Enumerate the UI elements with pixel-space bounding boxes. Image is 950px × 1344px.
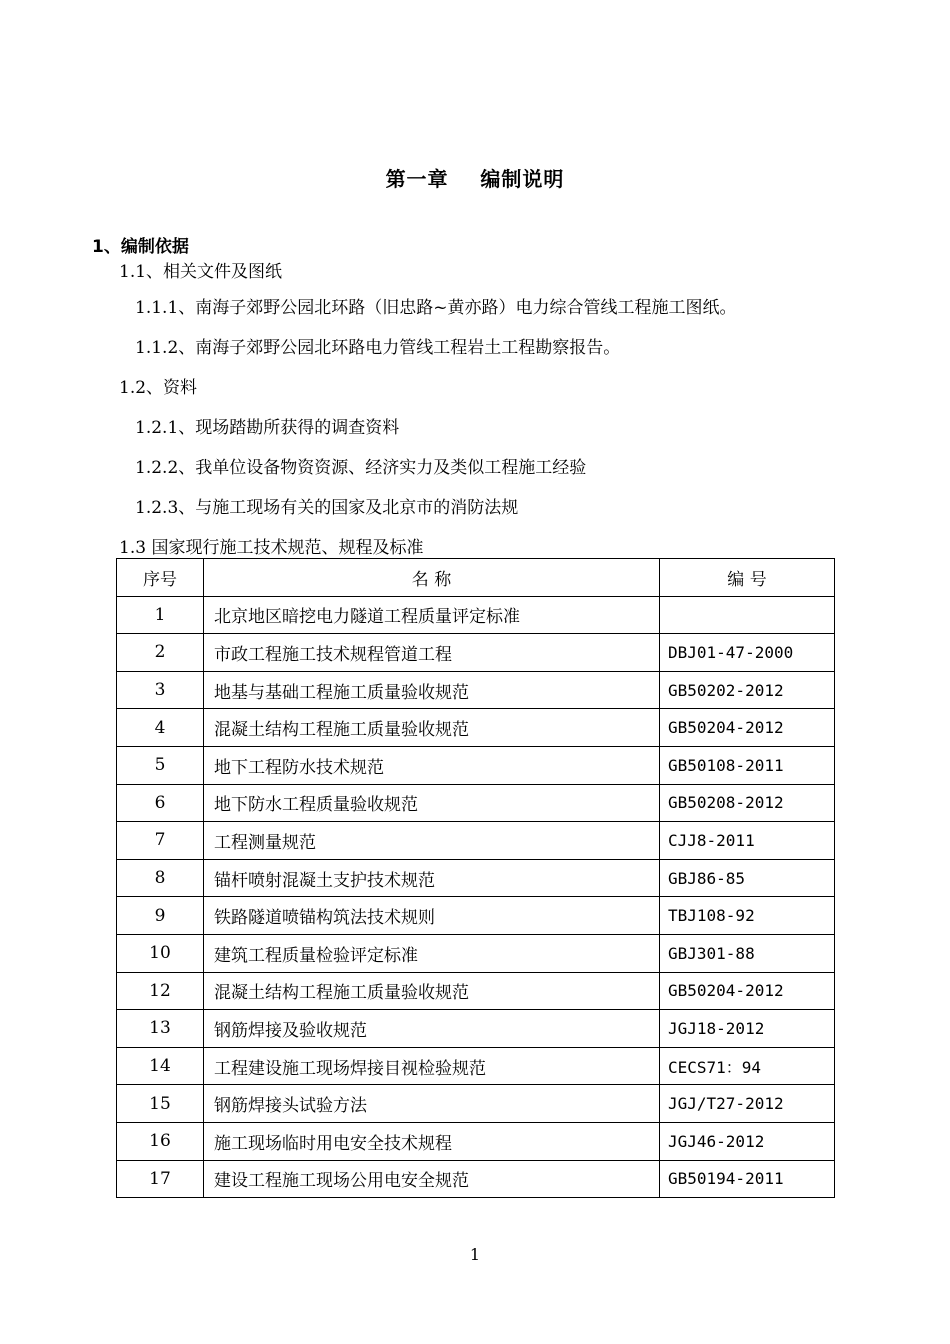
row-name: 地基与基础工程施工质量验收规范 xyxy=(204,671,660,709)
row-number: 17 xyxy=(117,1160,204,1198)
row-name: 北京地区暗挖电力隧道工程质量评定标准 xyxy=(204,596,660,634)
row-code: GB50204-2012 xyxy=(660,972,835,1010)
row-number: 7 xyxy=(117,822,204,860)
row-number: 15 xyxy=(117,1085,204,1123)
row-number: 16 xyxy=(117,1122,204,1160)
row-number: 8 xyxy=(117,859,204,897)
table-row xyxy=(117,634,835,672)
row-name: 工程测量规范 xyxy=(204,822,660,860)
chapter-title: 第一章 编制说明 xyxy=(385,167,565,191)
row-name: 建筑工程质量检验评定标准 xyxy=(204,934,660,972)
item-1-2-2: 1.2.2、我单位设备物资资源、经济实力及类似工程施工经验 xyxy=(135,458,587,478)
row-code: GB50194-2011 xyxy=(660,1160,835,1198)
row-name: 钢筋焊接头试验方法 xyxy=(204,1085,660,1123)
row-name: 铁路隧道喷锚构筑法技术规则 xyxy=(204,897,660,935)
item-1-2-3: 1.2.3、与施工现场有关的国家及北京市的消防法规 xyxy=(135,498,519,518)
row-name: 市政工程施工技术规程管道工程 xyxy=(204,634,660,672)
table-row xyxy=(117,1047,835,1085)
row-number: 12 xyxy=(117,972,204,1010)
subsection-heading-1-1: 1.1、相关文件及图纸 xyxy=(119,262,283,282)
row-code xyxy=(660,596,835,634)
row-code: GB50204-2012 xyxy=(660,709,835,747)
item-1-2-1: 1.2.1、现场踏勘所获得的调查资料 xyxy=(135,418,400,438)
subsection-heading-1-3: 1.3 国家现行施工技术规范、规程及标准 xyxy=(119,538,424,558)
row-number: 5 xyxy=(117,746,204,784)
page-number: 1 xyxy=(469,1245,481,1264)
item-1-1-1: 1.1.1、南海子郊野公园北环路（旧忠路~黄亦路）电力综合管线工程施工图纸。 xyxy=(135,298,737,318)
row-code: JGJ/T27-2012 xyxy=(660,1085,835,1123)
row-number: 2 xyxy=(117,634,204,672)
table-row xyxy=(117,709,835,747)
item-1-1-2: 1.1.2、南海子郊野公园北环路电力管线工程岩土工程勘察报告。 xyxy=(135,338,621,358)
row-code: JGJ46-2012 xyxy=(660,1122,835,1160)
subsection-heading-1-2: 1.2、资料 xyxy=(119,378,198,398)
table-row xyxy=(117,972,835,1010)
row-name: 施工现场临时用电安全技术规程 xyxy=(204,1122,660,1160)
table-row xyxy=(117,1122,835,1160)
header-no: 序号 xyxy=(117,559,204,597)
row-name: 地下防水工程质量验收规范 xyxy=(204,784,660,822)
table-row xyxy=(117,784,835,822)
table-row xyxy=(117,1085,835,1123)
table-row xyxy=(117,1160,835,1198)
table-row xyxy=(117,822,835,860)
table-row xyxy=(117,897,835,935)
row-code: GBJ301-88 xyxy=(660,934,835,972)
row-code: GB50202-2012 xyxy=(660,671,835,709)
row-code: JGJ18-2012 xyxy=(660,1010,835,1048)
header-name: 名 称 xyxy=(204,559,660,597)
row-code: TBJ108-92 xyxy=(660,897,835,935)
row-name: 锚杆喷射混凝土支护技术规范 xyxy=(204,859,660,897)
row-number: 4 xyxy=(117,709,204,747)
row-name: 混凝土结构工程施工质量验收规范 xyxy=(204,972,660,1010)
row-number: 10 xyxy=(117,934,204,972)
row-code: DBJ01-47-2000 xyxy=(660,634,835,672)
section-heading-1: 1、编制依据 xyxy=(92,237,189,257)
row-name: 地下工程防水技术规范 xyxy=(204,746,660,784)
row-number: 14 xyxy=(117,1047,204,1085)
row-number: 6 xyxy=(117,784,204,822)
row-name: 混凝土结构工程施工质量验收规范 xyxy=(204,709,660,747)
table-header-row xyxy=(117,559,835,597)
row-code: CJJ8-2011 xyxy=(660,822,835,860)
table-row xyxy=(117,746,835,784)
row-code: GB50208-2012 xyxy=(660,784,835,822)
table-row xyxy=(117,934,835,972)
row-number: 1 xyxy=(117,596,204,634)
row-name: 建设工程施工现场公用电安全规范 xyxy=(204,1160,660,1198)
table-row xyxy=(117,596,835,634)
row-name: 钢筋焊接及验收规范 xyxy=(204,1010,660,1048)
row-number: 3 xyxy=(117,671,204,709)
row-code: CECS71：94 xyxy=(660,1047,835,1085)
header-code: 编 号 xyxy=(660,559,835,597)
row-code: GB50108-2011 xyxy=(660,746,835,784)
table-row xyxy=(117,671,835,709)
table-row xyxy=(117,1010,835,1048)
row-code: GBJ86-85 xyxy=(660,859,835,897)
row-number: 13 xyxy=(117,1010,204,1048)
table-row xyxy=(117,859,835,897)
standards-table xyxy=(116,558,835,1198)
row-number: 9 xyxy=(117,897,204,935)
row-name: 工程建设施工现场焊接目视检验规范 xyxy=(204,1047,660,1085)
